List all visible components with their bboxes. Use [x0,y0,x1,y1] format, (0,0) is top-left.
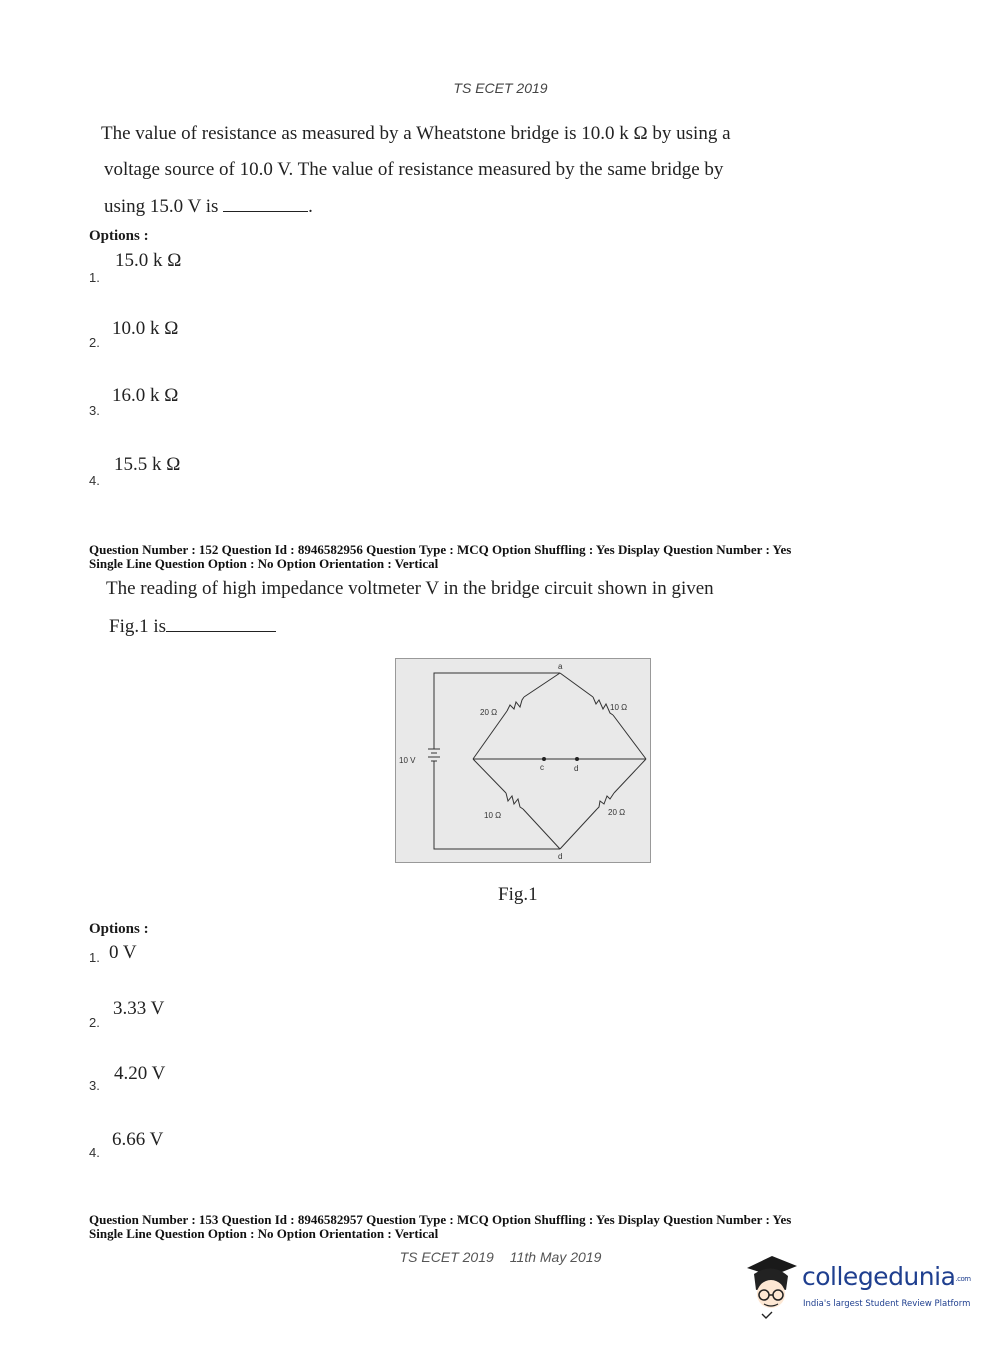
collegedunia-logo[interactable] [742,1250,972,1320]
question-153-meta-2: Single Line Question Option : No Option Orientation : Vertical [89,1226,439,1241]
options-label-152: Options : [89,921,149,937]
answer-blank [166,630,276,632]
branch-right-down [613,715,646,759]
question-153-meta-1: Question Number : 153 Question Id : 8946582957 Question Type : MCQ Option Shuffling : Yes Display Question Number : Yes [89,1212,792,1227]
resistor-bottom-left-label: 10 Ω [484,811,502,820]
node-c-label: c [540,763,544,772]
question-152-line-2 [109,616,276,638]
option-151-3-value[interactable]: 16.0 k Ω [112,385,179,406]
option-152-2-value[interactable]: 3.33 V [113,998,165,1019]
answer-blank [223,210,308,212]
branch-a-right [560,673,593,697]
option-151-2-value[interactable]: 10.0 k Ω [112,318,179,339]
mascot-icon [742,1250,802,1320]
option-152-4-number: 4. [89,1145,100,1160]
question-151-line-3-end: . [308,196,313,217]
resistor-bottom-right [597,793,614,809]
option-152-2-number: 2. [89,1015,100,1030]
question-152-meta-2: Single Line Question Option : No Option Orientation : Vertical [89,556,439,571]
node-c-dot [542,757,546,761]
resistor-top-left [507,697,524,711]
logo-suffix: .com [955,1275,971,1283]
branch-bottom-right [560,809,597,849]
node-d-bottom-label: d [558,852,563,861]
node-d-dot [575,757,579,761]
branch-left-lower [473,759,506,793]
figure-caption: Fig.1 [498,884,538,905]
bridge-circuit-figure [395,658,651,863]
question-152-meta-1: Question Number : 152 Question Id : 8946582956 Question Type : MCQ Option Shuffling : Yes Display Question Number : Yes [89,542,792,557]
option-151-3-number: 3. [89,403,100,418]
logo-tagline: India's largest Student Review Platform [803,1299,971,1309]
resistor-bottom-left [506,793,523,809]
source-label: 10 V [399,756,416,765]
option-151-1-value[interactable]: 15.0 k Ω [115,250,182,271]
option-151-4-value[interactable]: 15.5 k Ω [114,454,181,475]
question-152-line-2-text: Fig.1 is [109,616,167,637]
option-152-3-number: 3. [89,1078,100,1093]
resistor-bottom-right-label: 20 Ω [608,808,626,817]
footer-date: 11th May 2019 [509,1249,602,1265]
question-151-line-3-text: using 15.0 V is [104,196,219,217]
option-152-1-number: 1. [89,950,100,965]
logo-name: collegedunia [802,1262,956,1291]
option-151-2-number: 2. [89,335,100,350]
resistor-top-right-label: 10 Ω [610,703,628,712]
branch-right-lower [614,759,646,793]
question-151-line-3 [104,196,313,218]
option-151-4-number: 4. [89,473,100,488]
options-label-151: Options : [89,228,149,244]
option-152-1-value[interactable]: 0 V [109,942,137,963]
resistor-top-left-label: 20 Ω [480,708,498,717]
option-152-4-value[interactable]: 6.66 V [112,1129,164,1150]
node-d-mid-label: d [574,764,579,773]
circuit-diagram [396,659,650,862]
option-151-1-number: 1. [89,270,100,285]
logo-wordmark [802,1262,971,1291]
node-a-label: a [558,662,563,671]
branch-left-down [473,711,507,759]
question-151-line-2: voltage source of 10.0 V. The value of resistance measured by the same bridge by [104,159,724,180]
question-151-line-1: The value of resistance as measured by a Wheatstone bridge is 10.0 k Ω by using a [101,123,731,144]
footer-exam: TS ECET 2019 [399,1249,494,1265]
wire-left-bottom [434,765,560,849]
question-152-line-1: The reading of high impedance voltmeter V in the bridge circuit shown in given [106,578,714,599]
branch-a-left [524,673,560,697]
option-152-3-value[interactable]: 4.20 V [114,1063,166,1084]
page-header: TS ECET 2019 [453,80,548,96]
branch-bottom-left [523,809,560,849]
